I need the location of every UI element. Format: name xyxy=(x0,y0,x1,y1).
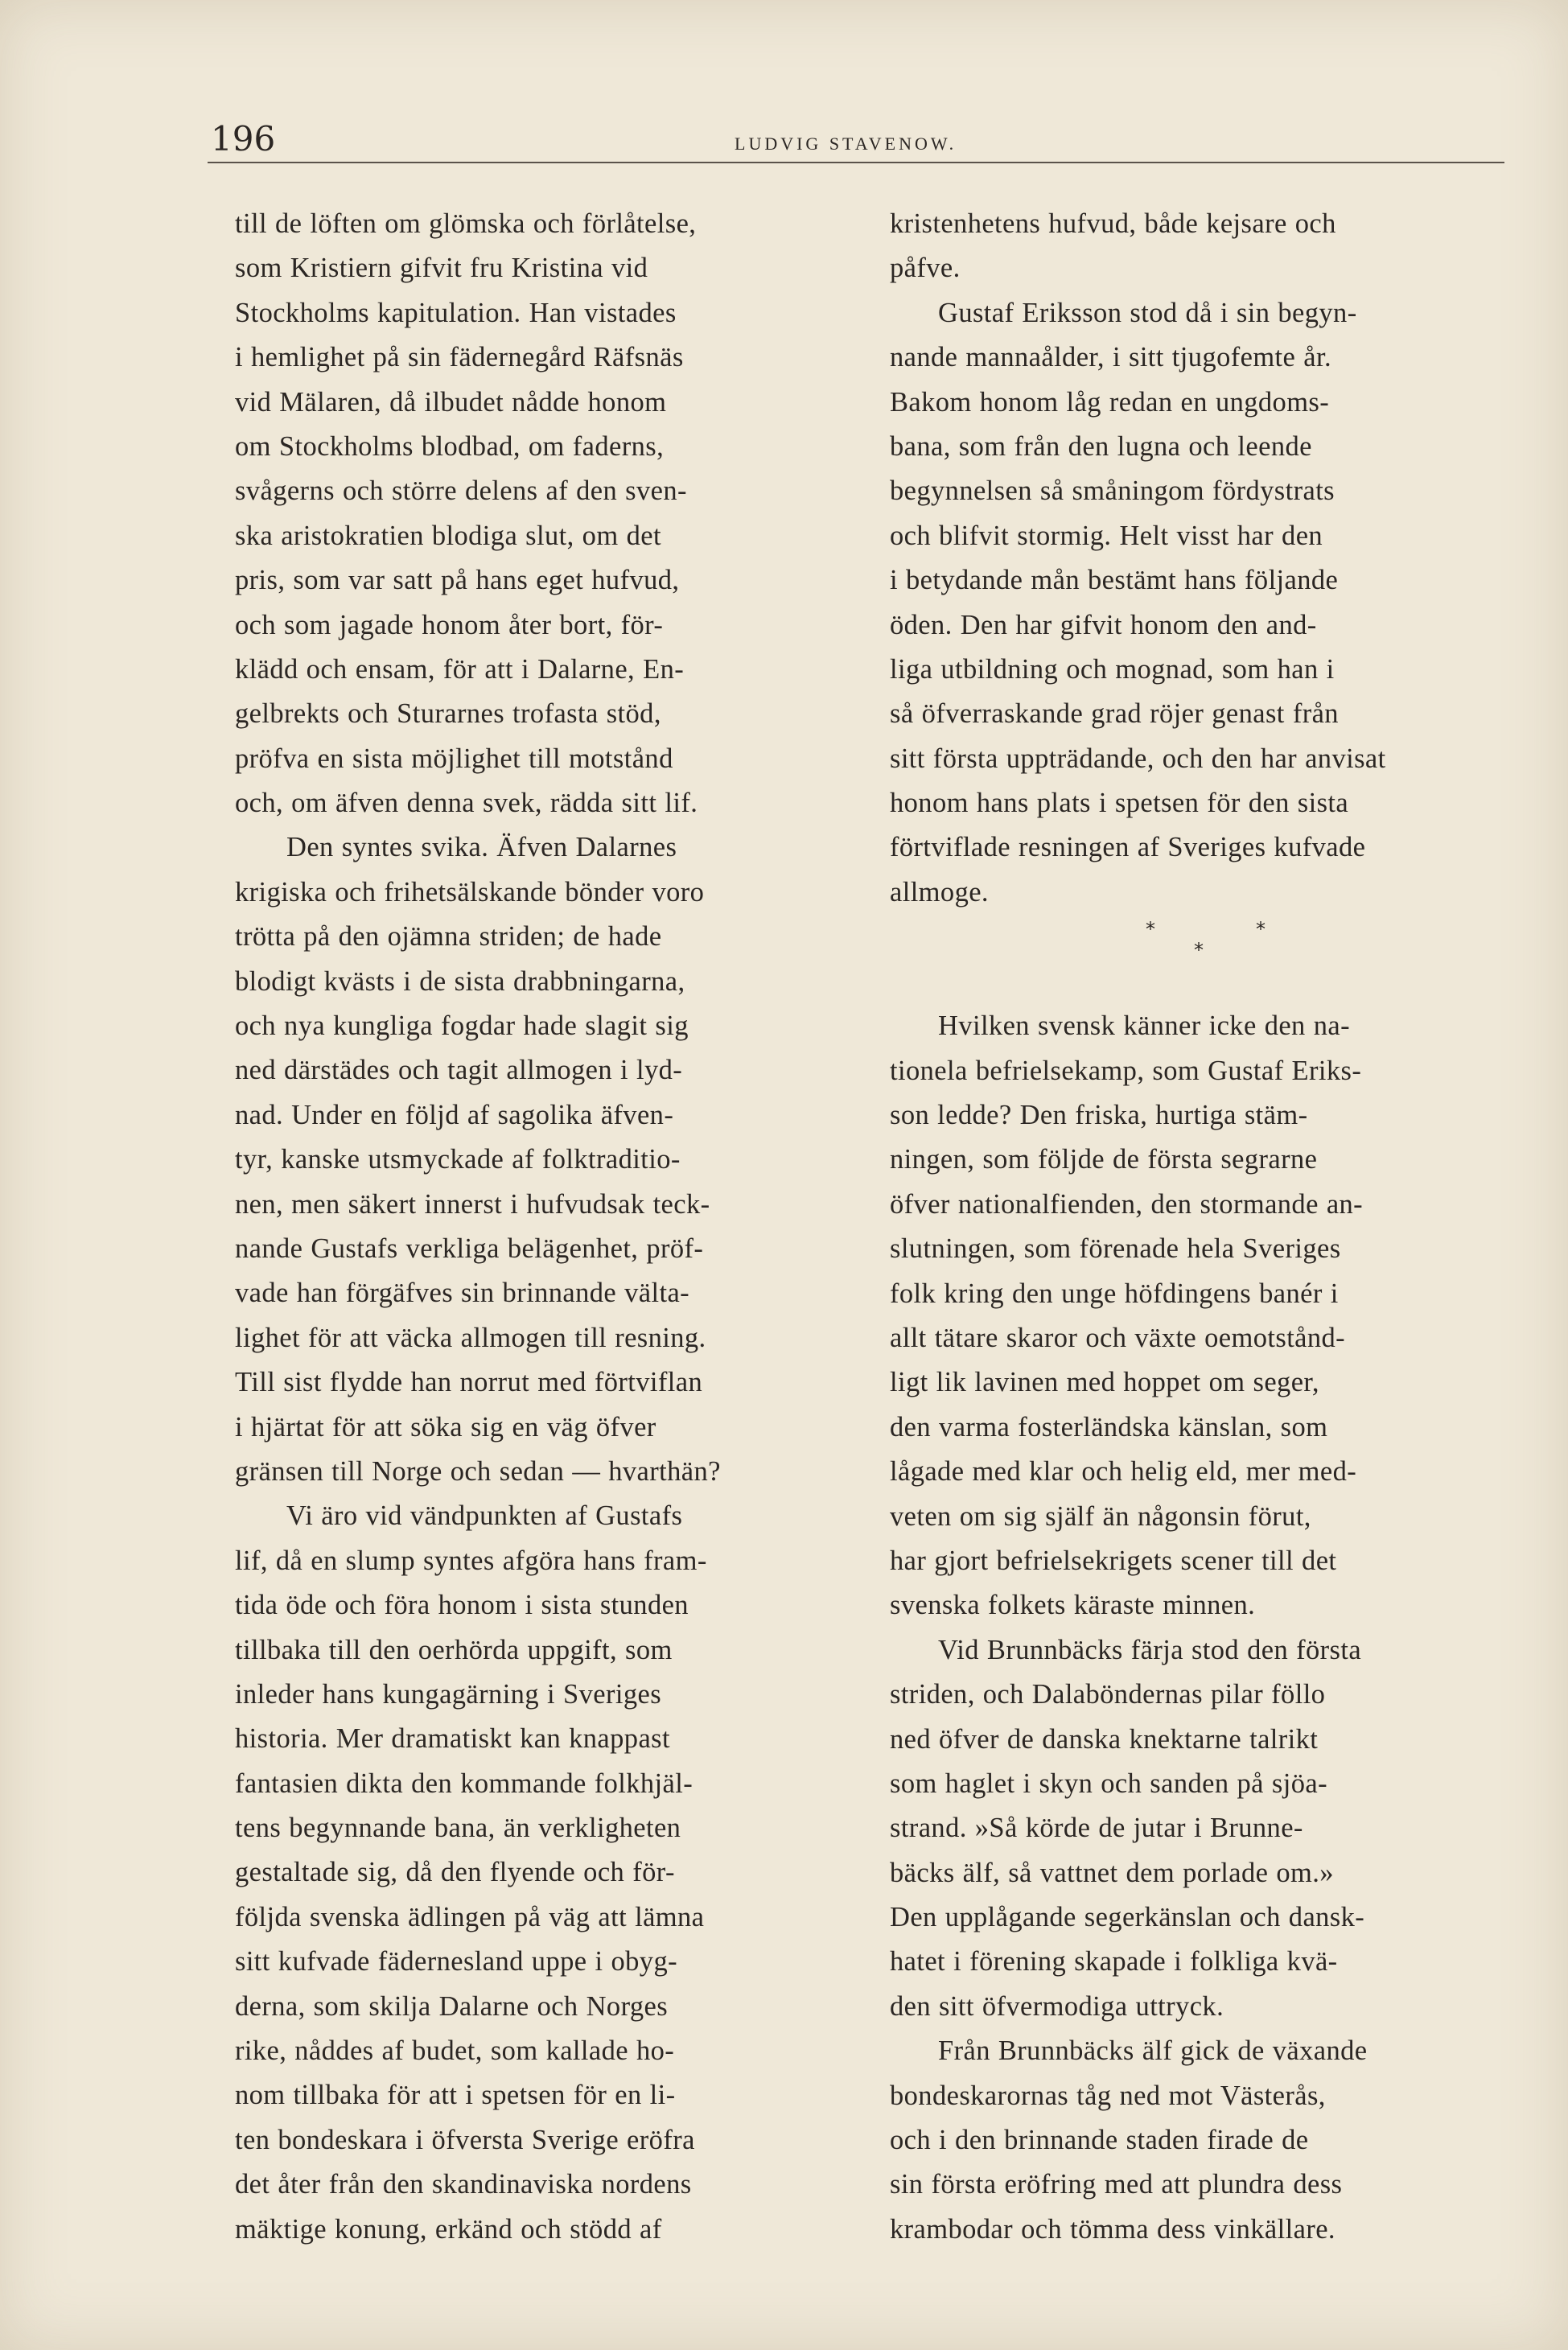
text-line: historia. Mer dramatiskt kan knappast xyxy=(235,1723,670,1755)
text-line: i hjärtat för att söka sig en väg öfver xyxy=(235,1411,656,1443)
text-line: svenska folkets käraste minnen. xyxy=(890,1590,1256,1621)
text-line: sitt första uppträdande, och den har anvisat xyxy=(890,743,1386,774)
text-line: gestaltade sig, då den flyende och för- xyxy=(235,1857,675,1888)
text-line: Stockholms kapitulation. Han vistades xyxy=(235,297,677,328)
text-line: striden, och Dalaböndernas pilar föllo xyxy=(890,1679,1326,1710)
text-line: klädd och ensam, för att i Dalarne, En- xyxy=(235,653,685,685)
text-line: veten om sig själf än någonsin förut, xyxy=(890,1500,1311,1532)
text-line: hatet i förening skapade i folkliga kvä- xyxy=(890,1946,1338,1978)
text-line: och som jagade honom åter bort, för- xyxy=(235,609,664,640)
header-rule xyxy=(208,162,1504,163)
text-line: Den syntes svika. Äfven Dalarnes xyxy=(286,832,677,863)
text-line: honom hans plats i spetsen för den sista xyxy=(890,788,1349,819)
text-line: i betydande mån bestämt hans följande xyxy=(890,565,1339,596)
text-line: och blifvit stormig. Helt visst har den xyxy=(890,520,1323,551)
asterisk: * xyxy=(1194,939,1204,962)
right-column xyxy=(890,202,1503,2252)
text-line: pris, som var satt på hans eget hufvud, xyxy=(235,565,680,596)
page-number: 196 xyxy=(211,119,276,158)
text-line: Vi äro vid vändpunkten af Gustafs xyxy=(286,1500,683,1532)
text-line: tyr, kanske utsmyckade af folktraditio- xyxy=(235,1144,681,1175)
text-line: gelbrekts och Sturarnes trofasta stöd, xyxy=(235,698,661,730)
text-line: Bakom honom låg redan en ungdoms- xyxy=(890,386,1330,418)
text-line: det åter från den skandinaviska nordens xyxy=(235,2169,692,2200)
text-line: som Kristiern gifvit fru Kristina vid xyxy=(235,253,648,284)
text-line: lighet för att väcka allmogen till resning. xyxy=(235,1322,706,1353)
text-line: son ledde? Den friska, hurtiga stäm- xyxy=(890,1100,1308,1131)
text-line: pröfva en sista möjlighet till motstånd xyxy=(235,743,673,774)
text-line: krigiska och frihetsälskande bönder voro xyxy=(235,876,705,907)
text-line: nen, men säkert innerst i hufvudsak teck- xyxy=(235,1188,710,1220)
text-line: påfve. xyxy=(890,253,961,284)
text-line: slutningen, som förenade hela Sveriges xyxy=(890,1233,1341,1265)
text-line: vid Mälaren, då ilbudet nådde honom xyxy=(235,386,667,418)
text-line: tens begynnande bana, än verkligheten xyxy=(235,1813,681,1844)
text-line: till de löften om glömska och förlåtelse, xyxy=(235,208,697,239)
text-line: gränsen till Norge och sedan — hvarthän? xyxy=(235,1455,721,1487)
text-line: blodigt kvästs i de sista drabbningarna, xyxy=(235,965,685,997)
text-line: den varma fosterländska känslan, som xyxy=(890,1411,1328,1443)
text-line: rike, nåddes af budet, som kallade ho- xyxy=(235,2035,675,2067)
text-line: Gustaf Eriksson stod då i sin begyn- xyxy=(938,297,1357,328)
text-line: strand. »Så körde de jutar i Brunne- xyxy=(890,1813,1303,1844)
text-line: nom tillbaka för att i spetsen för en li- xyxy=(235,2080,676,2111)
text-line: bana, som från den lugna och leende xyxy=(890,430,1312,462)
text-line: Från Brunnbäcks älf gick de växande xyxy=(938,2035,1368,2067)
asterisk: * xyxy=(1146,918,1156,941)
text-line: vade han förgäfves sin brinnande välta- xyxy=(235,1278,690,1309)
text-line: tionela befrielsekamp, som Gustaf Eriks- xyxy=(890,1055,1362,1086)
text-line: så öfverraskande grad röjer genast från xyxy=(890,698,1339,730)
text-line: Till sist flydde han norrut med förtviflan xyxy=(235,1367,703,1398)
text-line: svågerns och större delens af den sven- xyxy=(235,475,687,507)
text-line: och i den brinnande staden firade de xyxy=(890,2125,1309,2156)
text-line: öfver nationalfienden, den stormande an- xyxy=(890,1188,1364,1220)
text-line: krambodar och tömma dess vinkällare. xyxy=(890,2213,1335,2245)
text-line: följda svenska ädlingen på väg att lämna xyxy=(235,1901,705,1932)
text-line: inleder hans kungagärning i Sveriges xyxy=(235,1678,662,1710)
text-line: lågade med klar och helig eld, mer med- xyxy=(890,1456,1357,1488)
text-line: bäcks älf, så vattnet dem porlade om.» xyxy=(890,1857,1334,1888)
text-line: tida öde och föra honom i sista stunden xyxy=(235,1590,689,1621)
text-line: den sitt öfvermodiga uttryck. xyxy=(890,1990,1224,2022)
text-line: som haglet i skyn och sanden på sjöa- xyxy=(890,1768,1327,1799)
left-column xyxy=(235,202,856,2252)
page-header xyxy=(0,105,1568,161)
text-line: nande mannaålder, i sitt tjugofemte år. xyxy=(890,342,1331,373)
text-line: lif, då en slump syntes afgöra hans fram- xyxy=(235,1545,707,1576)
text-line: ska aristokratien blodiga slut, om det xyxy=(235,520,661,551)
text-line: derna, som skilja Dalarne och Norges xyxy=(235,1990,669,2022)
running-head: LUDVIG STAVENOW. xyxy=(735,134,957,154)
text-line: har gjort befrielsekrigets scener till det xyxy=(890,1545,1337,1576)
text-line: ningen, som följde de första segrarne xyxy=(890,1144,1318,1175)
text-line: kristenhetens hufvud, både kejsare och xyxy=(890,208,1336,239)
text-line: om Stockholms blodbad, om faderns, xyxy=(235,430,665,462)
text-line: ten bondeskara i öfversta Sverige eröfra xyxy=(235,2124,695,2155)
text-line: Vid Brunnbäcks färja stod den första xyxy=(938,1634,1362,1665)
text-line: liga utbildning och mognad, som han i xyxy=(890,653,1335,685)
text-line: allmoge. xyxy=(890,876,989,907)
text-line: och nya kungliga fogdar hade slagit sig xyxy=(235,1010,689,1042)
text-line: öden. Den har gifvit honom den and- xyxy=(890,609,1317,640)
text-line: sin första eröfring med att plundra dess xyxy=(890,2169,1343,2200)
text-line: mäktige konung, erkänd och stödd af xyxy=(235,2213,662,2245)
text-line: sitt kufvade fädernesland uppe i obyg- xyxy=(235,1946,677,1978)
text-line: och, om äfven denna svek, rädda sitt lif. xyxy=(235,788,698,819)
text-line: allt tätare skaror och växte oemotstånd- xyxy=(890,1322,1346,1353)
text-line: förtviflade resningen af Sveriges kufvade xyxy=(890,832,1366,863)
text-line: trötta på den ojämna striden; de hade xyxy=(235,921,662,953)
text-line: nande Gustafs verkliga belägenhet, pröf- xyxy=(235,1233,704,1264)
text-line: tillbaka till den oerhörda uppgift, som xyxy=(235,1634,673,1665)
text-line: ligt lik lavinen med hoppet om seger, xyxy=(890,1367,1319,1398)
text-line: ned öfver de danska knektarne talrikt xyxy=(890,1723,1319,1755)
text-line: folk kring den unge höfdingens banér i xyxy=(890,1278,1339,1309)
text-line: nad. Under en följd af sagolika äfven- xyxy=(235,1099,674,1130)
text-line: Den upplågande segerkänslan och dansk- xyxy=(890,1902,1365,1933)
text-line: bondeskarornas tåg ned mot Västerås, xyxy=(890,2080,1326,2111)
text-line: ned därstädes och tagit allmogen i lyd- xyxy=(235,1055,683,1086)
section-break-asterisks xyxy=(890,915,1503,1004)
text-line: fantasien dikta den kommande folkhjäl- xyxy=(235,1768,693,1799)
asterisk: * xyxy=(1256,918,1266,941)
text-line: begynnelsen så småningom fördystrats xyxy=(890,475,1335,507)
text-line: Hvilken svensk känner icke den na- xyxy=(938,1010,1350,1042)
text-line: i hemlighet på sin fädernegård Räfsnäs xyxy=(235,342,684,373)
